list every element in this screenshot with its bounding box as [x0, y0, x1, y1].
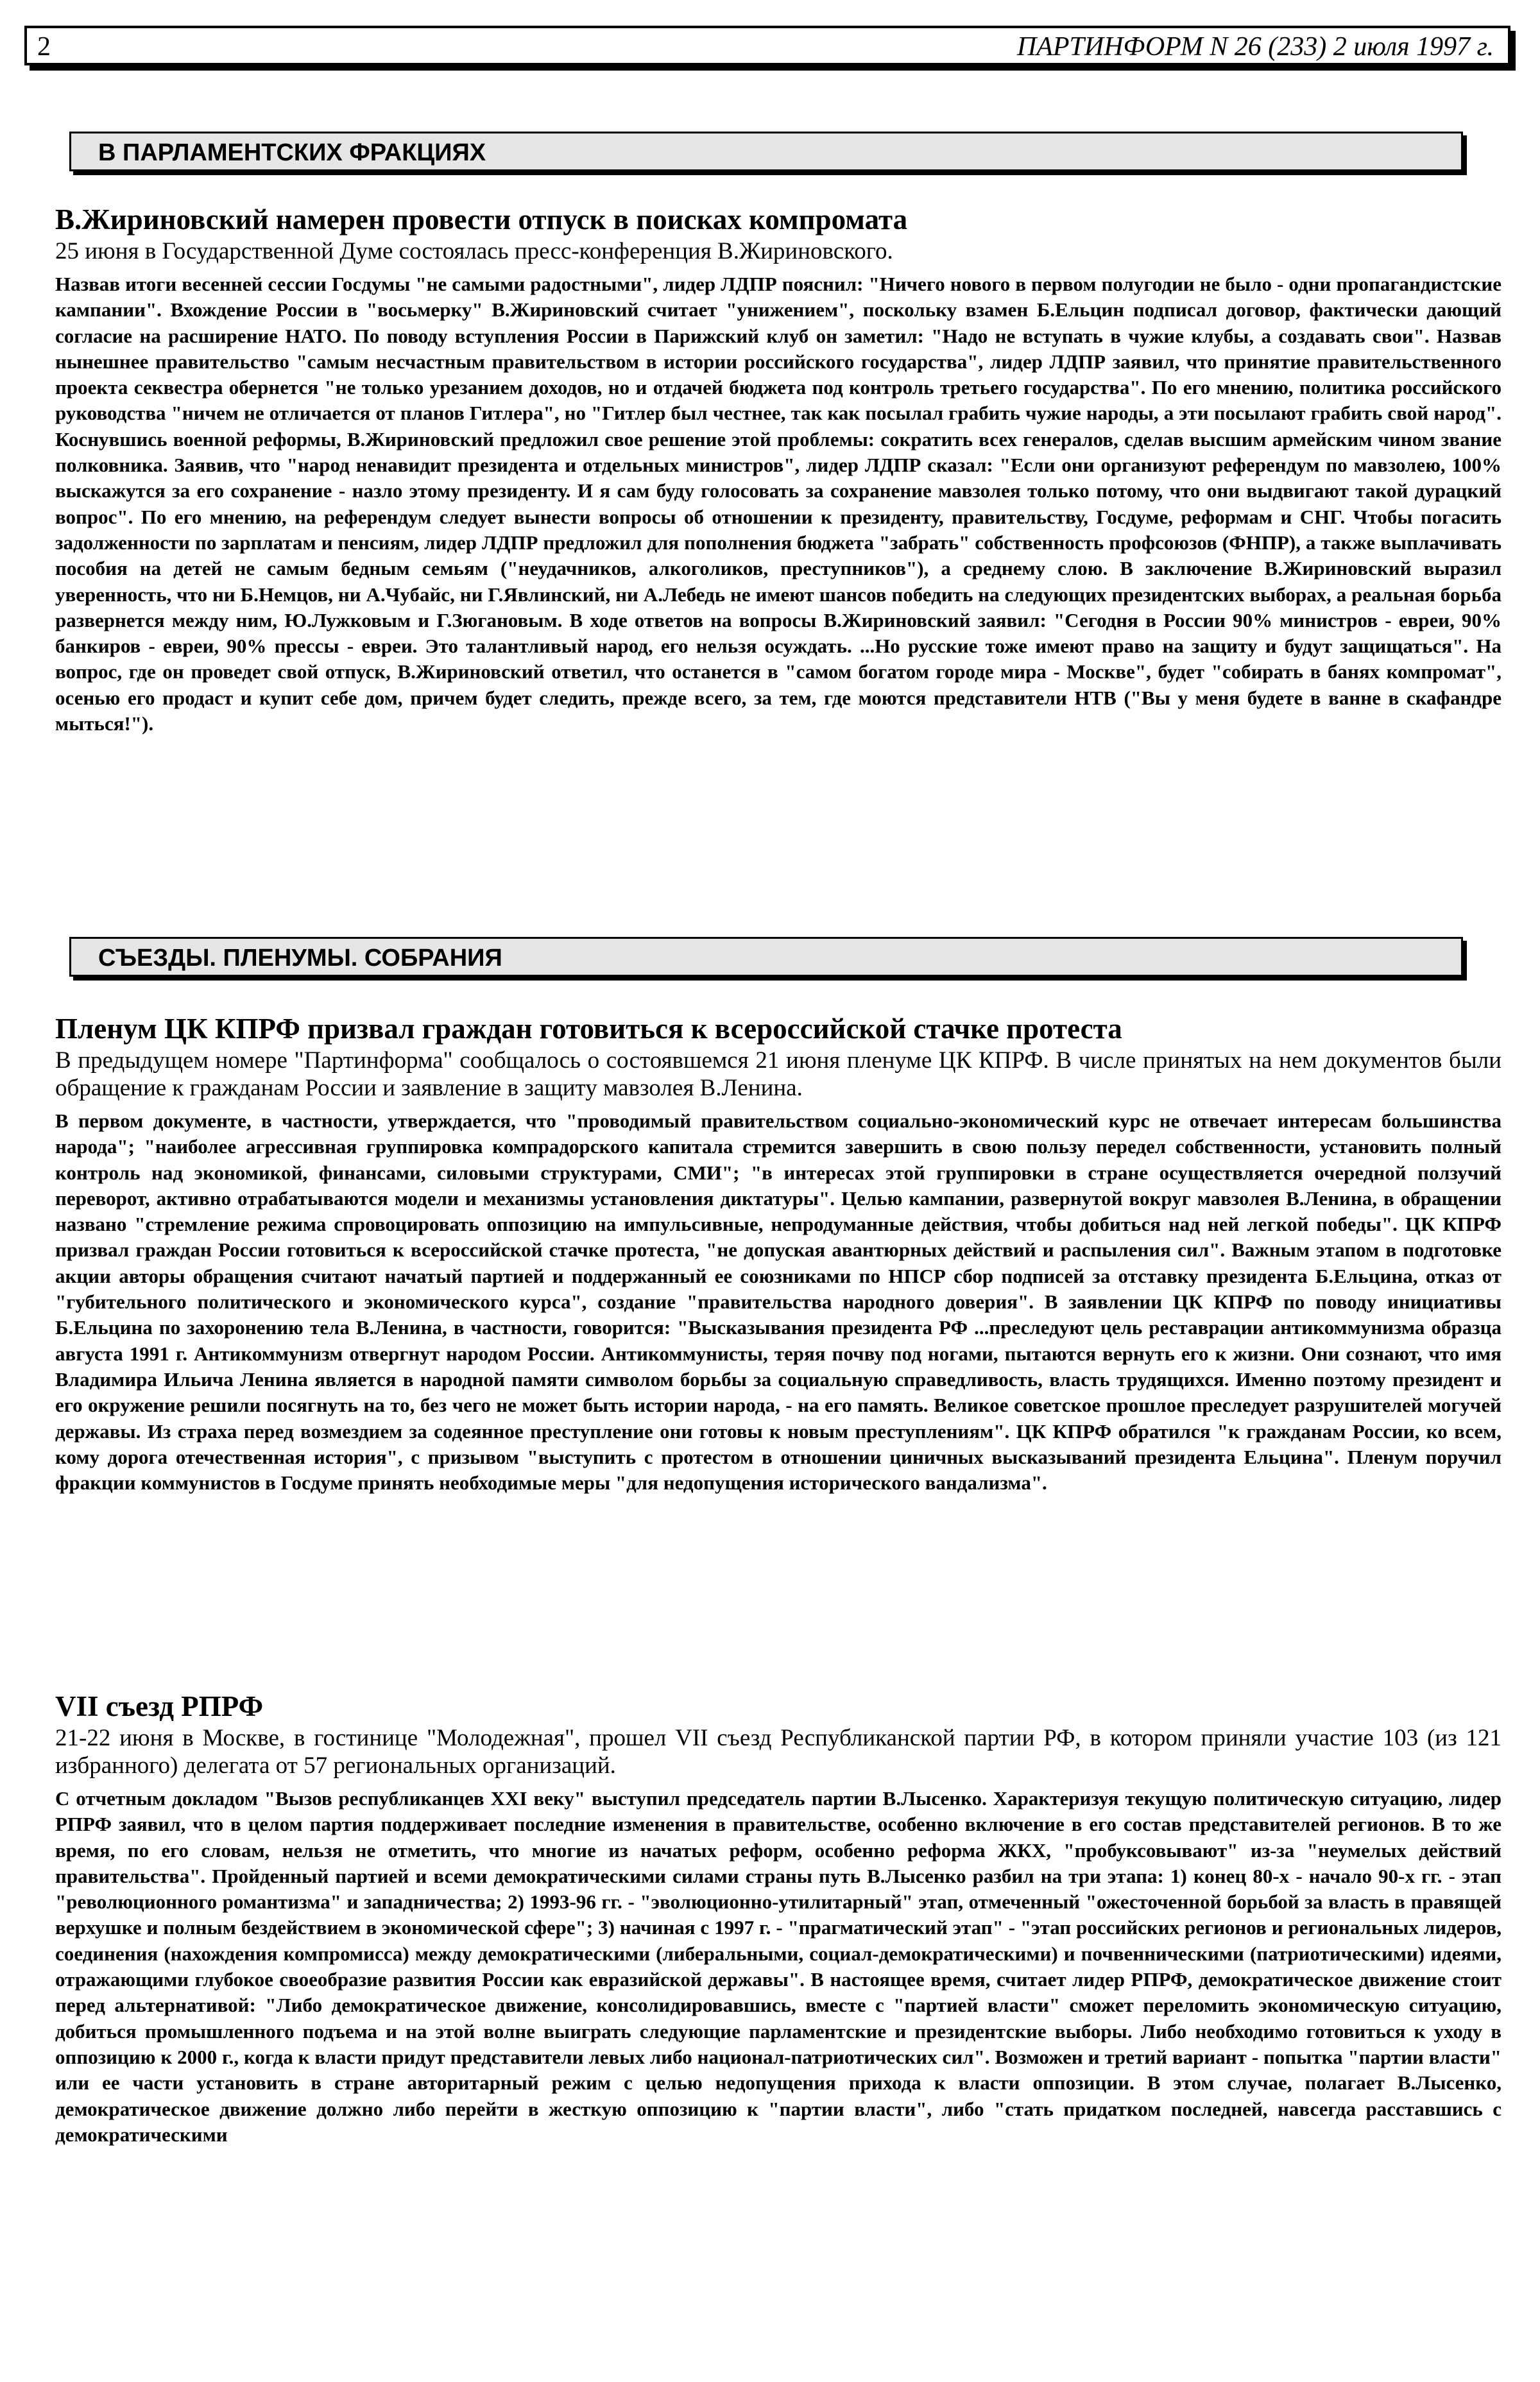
article-lead: В предыдущем номере "Партинформа" сообщалось о состоявшемся 21 июня пленуме ЦК КПРФ. В числе принятых на нем документов были обращение к гражданам России и заявление в защиту мавзолея В.Ленина. — [55, 1047, 1502, 1101]
page-header — [24, 26, 1510, 65]
section-label: СЪЕЗДЫ. ПЛЕНУМЫ. СОБРАНИЯ — [98, 945, 502, 972]
article-lead: 21-22 июня в Москве, в гостинице "Молодежная", прошел VII съезд Республиканской партии РФ, в котором приняли участие 103 (из 121 избранного) делегата от 57 региональных организаций. — [55, 1725, 1502, 1779]
section-label: В ПАРЛАМЕНТСКИХ ФРАКЦИЯХ — [98, 139, 486, 166]
article-zhirinovsky — [55, 203, 1502, 737]
article-title: Пленум ЦК КПРФ призвал граждан готовиться к всероссийской стачке протеста — [55, 1013, 1122, 1045]
article-title: VII съезд РПРФ — [55, 1690, 264, 1722]
article-title: В.Жириновский намерен провести отпуск в поисках компромата — [55, 203, 908, 236]
section-header-congresses — [69, 937, 1463, 977]
issue-info: ПАРТИНФОРМ N 26 (233) 2 июля 1997 г. — [1016, 32, 1494, 62]
article-kprf-plenum — [55, 1012, 1502, 1496]
page-number: 2 — [37, 32, 51, 62]
article-body: С отчетным докладом "Вызов республиканцев XXI веку" выступил председатель партии В.Лысенко. Характеризуя текущую политическую ситуацию, лидер РПРФ заявил, что в целом партия поддерживает последние изменения в правительстве, особенно включение в его состав представителей регионов. В то же время, по его словам, нельзя не отметить, что многие из начатых реформ, особенно реформа ЖКХ, "пробуксовывают" из-за "неумелых действий правительства". Пройденный партией и всеми демократическими силами страны путь В.Лысенко разбил на три этапа: 1) конец 80-х - начало 90-х гг. - этап "революционного романтизма" и западничества; 2) 1993-96 гг. - "эволюционно-утилитарный" этап, отмеченный "ожесточенной борьбой за власть в правящей верхушке и полным бездействием в экономической сфере"; 3) начиная с 1997 г. - "прагматический этап" - "этап российских регионов и региональных лидеров, соединения (нахождения компромисса) между демократическими (либеральными, социал-демократическими) и почвенническими (патриотическими) идеями, отражающими глубокое своеобразие развития России как евразийской державы". В настоящее время, считает лидер РПРФ, демократическое движение стоит перед альтернативой: "Либо демократическое движение, консолидировавшись, вместе с "партией власти" сможет переломить экономическую ситуацию, добиться промышленного подъема и на этой волне выиграть следующие парламентские и президентские выборы. Либо необходимо готовиться к уходу в оппозицию к 2000 г., когда к власти придут представители левых либо национал-патриотических сил". Возможен и третий вариант - попытка "партии власти" или ее части установить в стране авторитарный режим с целью недопущения прихода к власти оппозиции. В этом случае, полагает В.Лысенко, демократическое движение должно либо перейти в жесткую оппозицию к "партии власти", либо "стать придатком последней, навсегда расставшись с демократическими — [55, 1787, 1502, 2146]
section-header-parliament — [69, 132, 1463, 171]
article-lead: 25 июня в Государственной Думе состоялась пресс-конференция В.Жириновского. — [55, 238, 893, 264]
article-body: Назвав итоги весенней сессии Госдумы "не самыми радостными", лидер ЛДПР пояснил: "Ничего нового в первом полугодии не было - одни пропагандистские кампании". Вхождение России в "восьмерку" В.Жириновский считает "унижением", поскольку взамен Б.Ельцин подписал договор, фактически дающий согласие на расширение НАТО. По поводу вступления России в Парижский клуб он заметил: "Надо не вступать в чужие клубы, а создавать свои". Назвав нынешнее правительство "самым несчастным правительством в истории российского государства", лидер ЛДПР заявил, что принятие правительственного проекта секвестра обернется "не только урезанием доходов, но и отдачей бюджета под контроль третьего государства". По его мнению, политика российского руководства "ничем не отличается от планов Гитлера", но "Гитлер был честнее, так как посылал грабить чужие народы, а эти посылают грабить свой народ". Коснувшись военной реформы, В.Жириновский предложил свое решение этой проблемы: сократить всех генералов, сделав высшим армейским чином звание полковника. Заявив, что "народ ненавидит президента и отдельных министров", лидер ЛДПР сказал: "Если они организуют референдум по мавзолею, 100% выскажутся за его сохранение - назло этому президенту. И я сам буду голосовать за сохранение мавзолея только потому, что они выдвигают такой дурацкий вопрос". По его мнению, на референдум следует вынести вопросы об отношении к президенту, правительству, Госдуме, реформам и СНГ. Чтобы погасить задолженности по зарплатам и пенсиям, лидер ЛДПР предложил для пополнения бюджета "забрать" собственность профсоюзов (ФНПР), а также выплачивать пособия на детей не самым бедным семьям ("неудачников, алкоголиков, преступников"), а среднему слою. В заключение В.Жириновский выразил уверенность, что ни Б.Немцов, ни А.Чубайс, ни Г.Явлинский, ни А.Лебедь не имеют шансов победить на следующих президентских выборах, а реальная борьба развернется между ним, Ю.Лужковым и Г.Зюгановым. В ходе ответов на вопросы В.Жириновский заявил: "Сегодня в России 90% министров - евреи, 90% банкиров - евреи, 90% прессы - евреи. Это талантливый народ, его нельзя осуждать. ...Но русские тоже имеют право на защиту и будут защищаться". На вопрос, где он проведет свой отпуск, В.Жириновский ответил, что останется в "самом богатом городе мира - Москве", будет "собирать в банях компромат", осенью его продаст и купит себе дом, причем будет следить, прежде всего, за тем, где моются представители НТВ ("Вы у меня будете в ванне в скафандре мыться!"). — [55, 273, 1502, 735]
article-body: В первом документе, в частности, утверждается, что "проводимый правительством социально-экономический курс не отвечает интересам большинства народа"; "наиболее агрессивная группировка компрадорского капитала стремится завершить в свою пользу передел собственности, установить полный контроль над экономикой, финансами, силовыми структурами, СМИ"; "в интересах этой группировки в стране осуществляется очередной ползучий переворот, активно отрабатываются модели и механизмы установления диктатуры". Целью кампании, развернутой вокруг мавзолея В.Ленина, в обращении названо "стремление режима спровоцировать оппозицию на импульсивные, непродуманные действия, чтобы добиться над ней легкой победы". ЦК КПРФ призвал граждан России готовиться к всероссийской стачке протеста, "не допуская авантюрных действий и распыления сил". Важным этапом в подготовке акции авторы обращения считают начатый партией и поддержанный ее союзниками по НПСР сбор подписей за отставку президента Б.Ельцина, отказ от "губительного политического и экономического курса", создание "правительства народного доверия". В заявлении ЦК КПРФ по поводу инициативы Б.Ельцина по захоронению тела В.Ленина, в частности, говорится: "Высказывания президента РФ ...преследуют цель реставрации антикоммунизма образца августа 1991 г. Антикоммунизм отвергнут народом России. Антикоммунисты, теряя почву под ногами, пытаются вернуть его к жизни. Они сознают, что имя Владимира Ильича Ленина является в народной памяти символом борьбы за социальную справедливость, власть трудящихся. Именно поэтому президент и его окружение решили посягнуть на то, без чего не может быть истории народа, - на его память. Великое советское прошлое преследует разрушителей могучей державы. Из страха перед возмездием за содеянное преступление они готовы к новым преступлениям". ЦК КПРФ обратился "к гражданам России, ко всем, кому дорога отечественная история", с призывом "выступить с протестом в отношении циничных высказываний президента Ельцина". Пленум поручил фракции коммунистов в Госдуме принять необходимые меры "для недопущения исторического вандализма". — [55, 1110, 1502, 1495]
article-rprf-congress — [55, 1690, 1502, 2148]
